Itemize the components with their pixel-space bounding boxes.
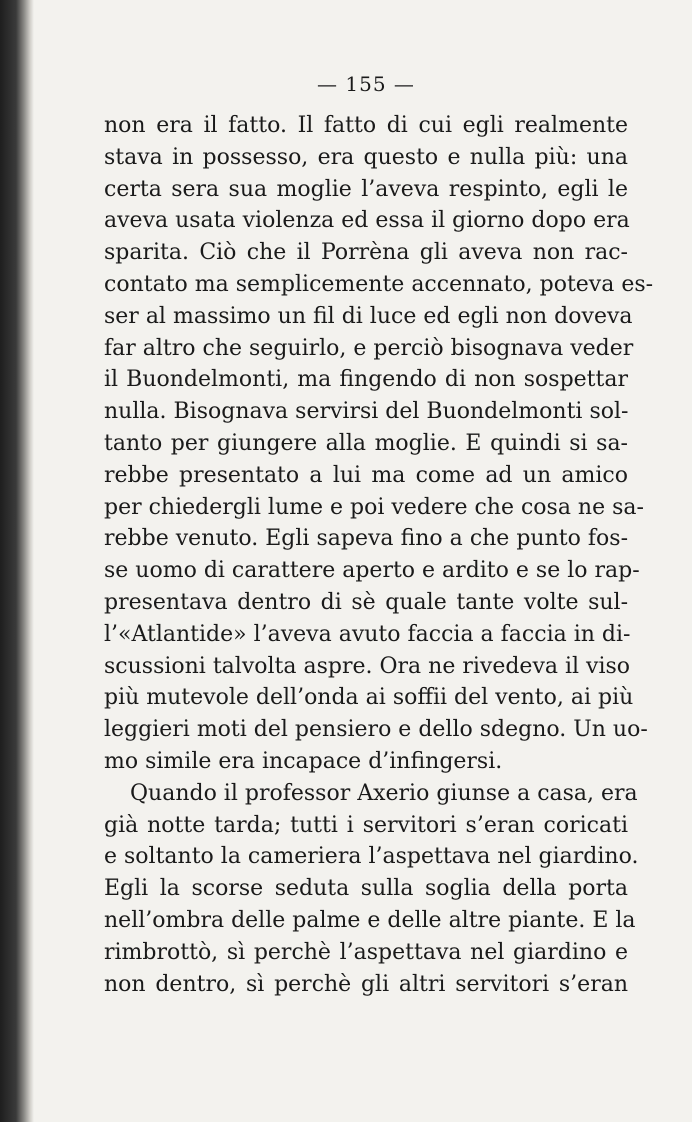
- text-line: rebbe venuto. Egli sapeva fino a che punto fos-: [104, 526, 628, 552]
- text-line: nulla. Bisognava servirsi del Buondelmonti sol-: [104, 399, 629, 425]
- text-line: non era il fatto. Il fatto di cui egli realmente: [104, 113, 628, 138]
- text-line: Egli la scorse seduta sulla soglia della porta: [104, 876, 628, 902]
- text-line: per chiedergli lume e poi vedere che cosa ne sa-: [104, 494, 644, 520]
- text-line: sparita. Ciò che il Porrèna gli aveva non rac-: [104, 240, 628, 266]
- text-line: se uomo di carattere aperto e ardito e se lo rap-: [104, 558, 640, 584]
- text-line: far altro che seguirlo, e perciò bisognava veder: [104, 335, 634, 361]
- text-line: certa sera sua moglie l’aveva respinto, egli le: [104, 176, 628, 202]
- text-line: l’«Atlantide» l’aveva avuto faccia a faccia in di-: [104, 621, 631, 647]
- text-line: tanto per giungere alla moglie. E quindi si sa-: [104, 430, 628, 456]
- text-line: più mutevole dell’onda ai soffii del vento, ai più: [104, 685, 634, 711]
- text-line: ser al massimo un fil di luce ed egli non doveva: [104, 303, 633, 329]
- text-line: contato ma semplicemente accennato, poteva es-: [104, 271, 654, 297]
- paragraph-1: [104, 110, 654, 778]
- text-line: mo simile era incapace d’infingersi.: [104, 748, 503, 774]
- paragraph-2: [104, 778, 639, 1001]
- text-line: scussioni talvolta aspre. Ora ne rivedeva il viso: [104, 653, 631, 679]
- text-line: non dentro, sì perchè gli altri servitori s’eran: [104, 971, 628, 997]
- text-line: nell’ombra delle palme e delle altre piante. E la: [104, 907, 636, 933]
- text-line: il Buondelmonti, ma fingendo di non sospettar: [104, 367, 628, 393]
- text-line: leggieri moti del pensiero e dello sdegno. Un uo-: [104, 717, 648, 743]
- text-line: presentava dentro di sè quale tante volte sul-: [104, 589, 628, 615]
- text-line: aveva usata violenza ed essa il giorno dopo era: [104, 208, 630, 234]
- text-line: Quando il professor Axerio giunse a casa, era: [130, 780, 638, 806]
- book-page: [104, 0, 654, 1122]
- text-line: già notte tarda; tutti i servitori s’eran coricati: [104, 812, 628, 838]
- book-binding-shadow: [0, 0, 34, 1122]
- text-line: stava in possesso, era questo e nulla più: una: [104, 144, 628, 170]
- text-line: e soltanto la cameriera l’aspettava nel giardino.: [104, 844, 639, 870]
- text-line: rimbrottò, sì perchè l’aspettava nel giardino e: [104, 939, 628, 965]
- page-number-header: — 155 —: [317, 72, 415, 96]
- page-body-text: [104, 110, 654, 1000]
- text-line: rebbe presentato a lui ma come ad un amico: [104, 462, 628, 488]
